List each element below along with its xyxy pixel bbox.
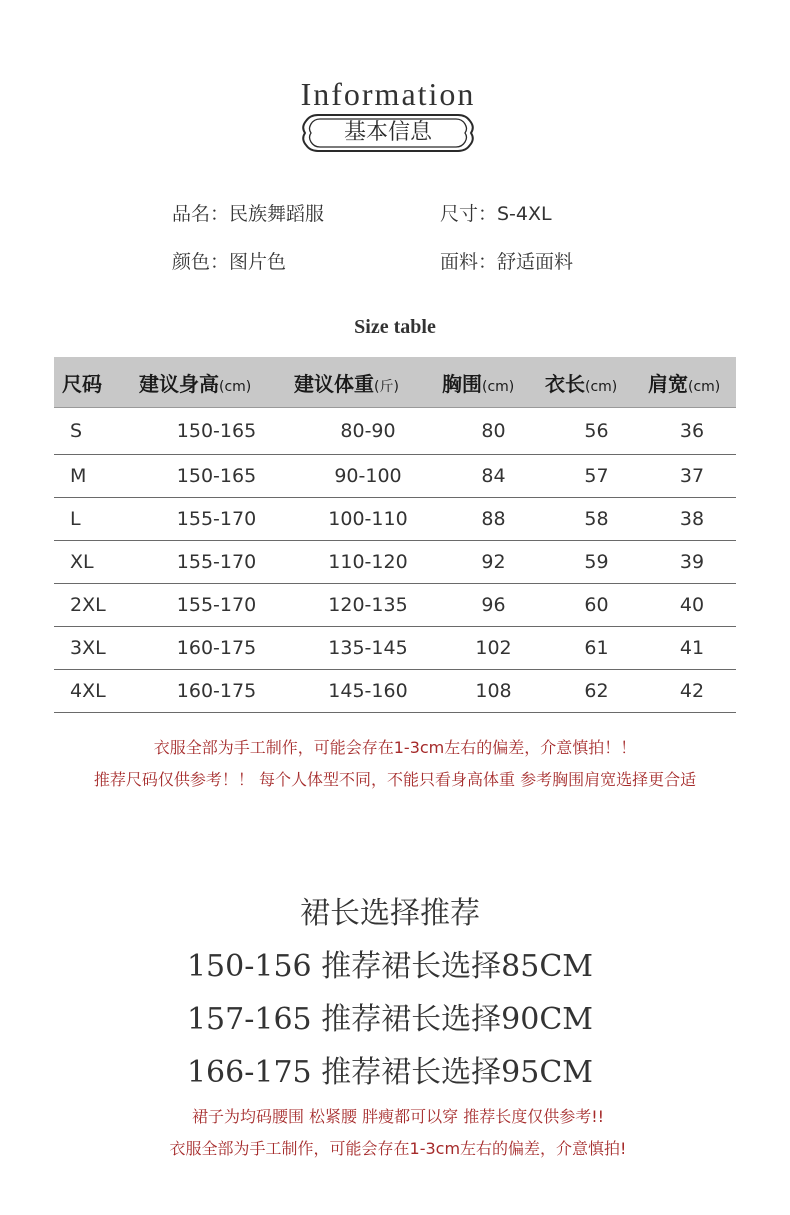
shoulder-cell: 40 — [648, 584, 736, 627]
column-header-shoulder — [648, 357, 736, 408]
info-title: Information — [300, 76, 476, 112]
shoulder-cell: 37 — [648, 455, 736, 498]
table-row — [54, 627, 736, 670]
height-cell: 150-165 — [139, 455, 294, 498]
length-cell: 59 — [545, 541, 648, 584]
column-header-label: 肩宽 — [648, 371, 688, 396]
shoulder-cell: 36 — [648, 408, 736, 455]
length-cell: 58 — [545, 498, 648, 541]
shoulder-cell: 38 — [648, 498, 736, 541]
size-cell: XL — [54, 541, 139, 584]
skirt-recommend-line: 157-165 推荐裙长选择90CM — [186, 1002, 594, 1037]
chest-cell: 80 — [442, 408, 545, 455]
table-row — [54, 541, 736, 584]
column-header-label: 建议体重 — [294, 371, 374, 396]
height-cell: 155-170 — [139, 584, 294, 627]
column-header-unit: (cm) — [688, 378, 721, 395]
height-cell: 150-165 — [139, 408, 294, 455]
table-row — [54, 670, 736, 713]
size-reference-note: 推荐尺码仅供参考！！ 每个人体型不同，不能只看身高体重 参考胸围肩宽选择更合适 — [93, 770, 697, 789]
weight-cell: 80-90 — [294, 408, 442, 455]
length-cell: 56 — [545, 408, 648, 455]
product-fabric: 面料：舒适面料 — [440, 251, 574, 273]
product-name: 品名：民族舞蹈服 — [172, 203, 325, 225]
product-color: 颜色：图片色 — [172, 251, 287, 273]
skirt-recommend-line: 150-156 推荐裙长选择85CM — [186, 949, 594, 984]
weight-cell: 90-100 — [294, 455, 442, 498]
size-cell: S — [54, 408, 139, 455]
size-cell: 2XL — [54, 584, 139, 627]
chest-cell: 84 — [442, 455, 545, 498]
column-header-label: 尺码 — [62, 371, 102, 396]
skirt-title: 裙长选择推荐 — [300, 896, 480, 931]
weight-cell: 145-160 — [294, 670, 442, 713]
weight-cell: 120-135 — [294, 584, 442, 627]
size-table-header-row — [54, 357, 736, 408]
column-header-length — [545, 357, 648, 408]
column-header-height — [139, 357, 294, 408]
size-cell: 4XL — [54, 670, 139, 713]
table-row — [54, 498, 736, 541]
table-row — [54, 408, 736, 455]
chest-cell: 96 — [442, 584, 545, 627]
column-header-label: 胸围 — [442, 371, 482, 396]
size-cell: M — [54, 455, 139, 498]
weight-cell: 100-110 — [294, 498, 442, 541]
column-header-unit: (cm) — [482, 378, 515, 395]
column-header-size — [54, 357, 139, 408]
column-header-label: 衣长 — [545, 371, 585, 396]
chest-cell: 102 — [442, 627, 545, 670]
column-header-unit: (斤) — [374, 378, 399, 395]
column-header-weight — [294, 357, 442, 408]
height-cell: 155-170 — [139, 498, 294, 541]
shoulder-cell: 39 — [648, 541, 736, 584]
height-cell: 160-175 — [139, 670, 294, 713]
height-cell: 160-175 — [139, 627, 294, 670]
size-cell: 3XL — [54, 627, 139, 670]
height-cell: 155-170 — [139, 541, 294, 584]
product-size: 尺寸：S-4XL — [440, 203, 552, 225]
chest-cell: 92 — [442, 541, 545, 584]
skirt-handmade-note: 衣服全部为手工制作，可能会存在1-3cm左右的偏差，介意慎拍! — [169, 1139, 627, 1158]
title-badge — [300, 113, 476, 153]
column-header-unit: (cm) — [585, 378, 618, 395]
length-cell: 57 — [545, 455, 648, 498]
column-header-label: 建议身高 — [139, 371, 219, 396]
table-row — [54, 455, 736, 498]
shoulder-cell: 41 — [648, 627, 736, 670]
size-cell: L — [54, 498, 139, 541]
shoulder-cell: 42 — [648, 670, 736, 713]
column-header-chest — [442, 357, 545, 408]
chest-cell: 108 — [442, 670, 545, 713]
chest-cell: 88 — [442, 498, 545, 541]
table-row — [54, 584, 736, 627]
skirt-recommend-line: 166-175 推荐裙长选择95CM — [186, 1055, 594, 1090]
length-cell: 62 — [545, 670, 648, 713]
weight-cell: 135-145 — [294, 627, 442, 670]
weight-cell: 110-120 — [294, 541, 442, 584]
size-table-title: Size table — [354, 316, 436, 338]
size-table — [54, 357, 736, 713]
skirt-waist-note: 裙子为均码腰围 松紧腰 胖瘦都可以穿 推荐长度仅供参考!! — [191, 1107, 605, 1126]
column-header-unit: (cm) — [219, 378, 252, 395]
length-cell: 61 — [545, 627, 648, 670]
handmade-note: 衣服全部为手工制作，可能会存在1-3cm左右的偏差，介意慎拍！！ — [153, 738, 637, 757]
badge-subtitle: 基本信息 — [343, 120, 432, 145]
length-cell: 60 — [545, 584, 648, 627]
